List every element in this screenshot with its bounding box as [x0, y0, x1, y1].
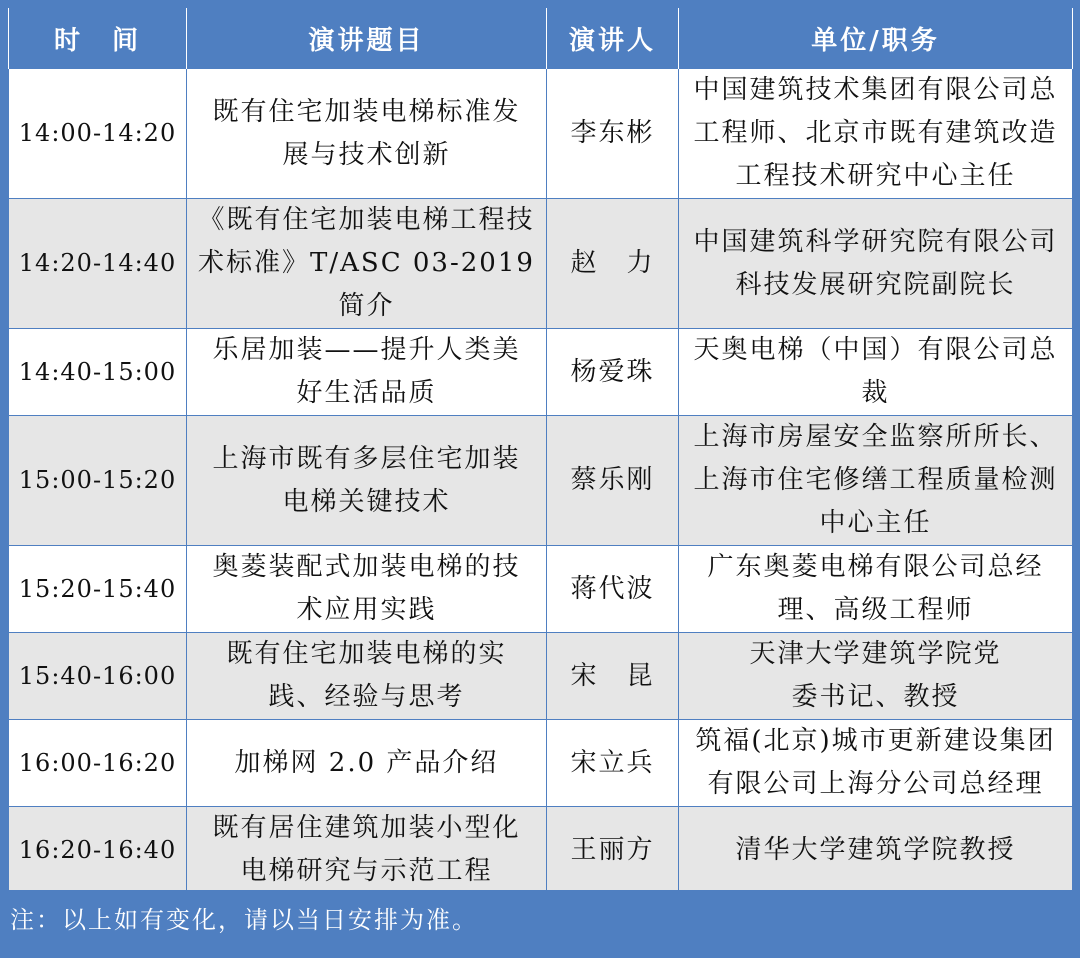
footer-note: 注：以上如有变化，请以当日安排为准。	[8, 890, 1074, 950]
cell-time: 16:00-16:20	[9, 720, 187, 807]
cell-org: 筑福(北京)城市更新建设集团有限公司上海分公司总经理	[679, 720, 1073, 807]
cell-speaker: 宋立兵	[547, 720, 679, 807]
table-row	[9, 69, 1073, 199]
cell-topic: 加梯网 2.0 产品介绍	[187, 720, 547, 807]
table-row	[9, 633, 1073, 720]
cell-time: 15:40-16:00	[9, 633, 187, 720]
cell-org: 上海市房屋安全监察所所长、上海市住宅修缮工程质量检测中心主任	[679, 416, 1073, 546]
header-speaker: 演讲人	[547, 8, 679, 69]
cell-org: 天津大学建筑学院党委书记、教授	[679, 633, 1073, 720]
cell-speaker: 王丽方	[547, 807, 679, 894]
cell-speaker: 蒋代波	[547, 546, 679, 633]
schedule-table	[8, 8, 1073, 894]
cell-speaker: 宋 昆	[547, 633, 679, 720]
cell-speaker: 李东彬	[547, 69, 679, 199]
table-row	[9, 720, 1073, 807]
cell-org: 清华大学建筑学院教授	[679, 807, 1073, 894]
cell-org: 中国建筑技术集团有限公司总工程师、北京市既有建筑改造工程技术研究中心主任	[679, 69, 1073, 199]
table-header-row	[9, 8, 1073, 69]
cell-org: 天奥电梯（中国）有限公司总裁	[679, 329, 1073, 416]
cell-time: 14:40-15:00	[9, 329, 187, 416]
cell-topic: 既有住宅加装电梯的实践、经验与思考	[187, 633, 547, 720]
cell-topic: 既有住宅加装电梯标准发展与技术创新	[187, 69, 547, 199]
cell-time: 16:20-16:40	[9, 807, 187, 894]
cell-speaker: 蔡乐刚	[547, 416, 679, 546]
cell-topic: 上海市既有多层住宅加装电梯关键技术	[187, 416, 547, 546]
cell-time: 15:00-15:20	[9, 416, 187, 546]
table-row	[9, 546, 1073, 633]
table-row	[9, 329, 1073, 416]
table-row	[9, 807, 1073, 894]
table-row	[9, 199, 1073, 329]
cell-speaker: 杨爱珠	[547, 329, 679, 416]
cell-time: 14:00-14:20	[9, 69, 187, 199]
cell-topic: 奥菱装配式加装电梯的技术应用实践	[187, 546, 547, 633]
cell-org: 广东奥菱电梯有限公司总经理、高级工程师	[679, 546, 1073, 633]
cell-time: 15:20-15:40	[9, 546, 187, 633]
cell-topic: 既有居住建筑加装小型化电梯研究与示范工程	[187, 807, 547, 894]
cell-topic: 《既有住宅加装电梯工程技术标准》T/ASC 03-2019简介	[187, 199, 547, 329]
table-row	[9, 416, 1073, 546]
cell-speaker: 赵 力	[547, 199, 679, 329]
cell-org: 中国建筑科学研究院有限公司科技发展研究院副院长	[679, 199, 1073, 329]
cell-topic: 乐居加装——提升人类美好生活品质	[187, 329, 547, 416]
header-time: 时 间	[9, 8, 187, 69]
header-org: 单位/职务	[679, 8, 1073, 69]
header-topic: 演讲题目	[187, 8, 547, 69]
cell-time: 14:20-14:40	[9, 199, 187, 329]
